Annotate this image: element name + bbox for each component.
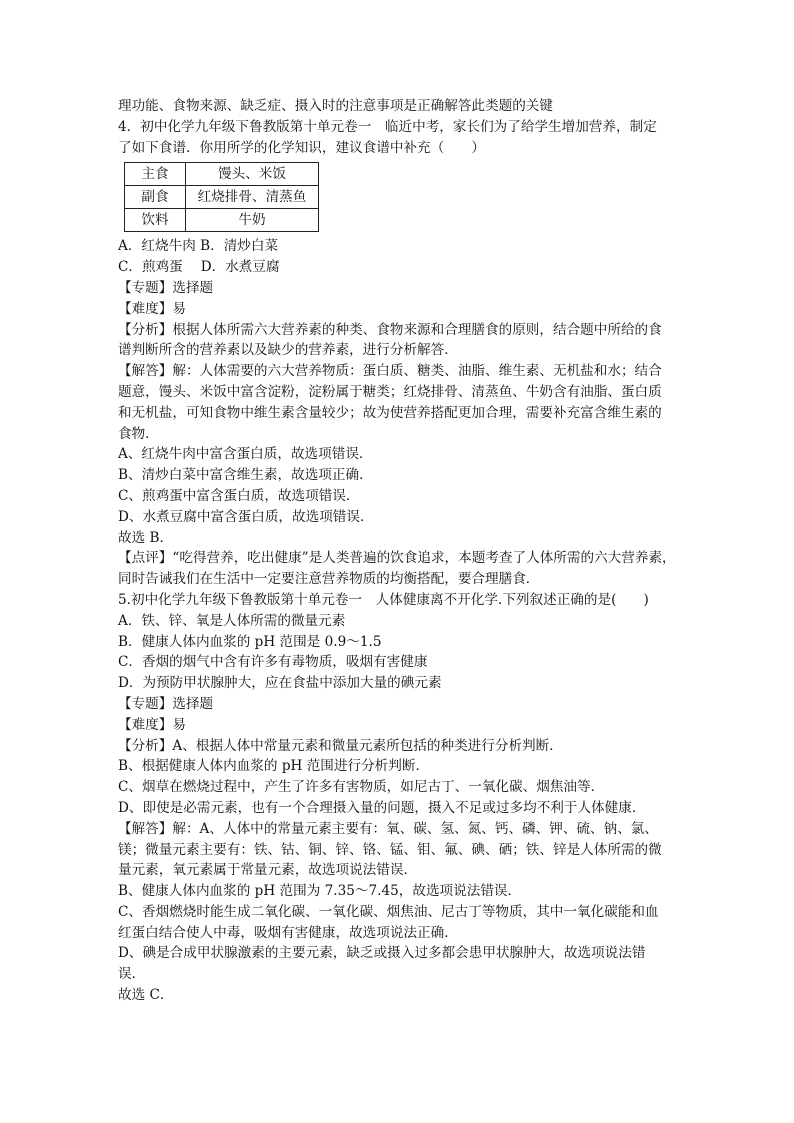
q5-answer-line-1: 【解答】解：A、人体中的常量元素主要有：氧、碳、氢、氮、钙、磷、钾、硫、钠、氯、	[118, 820, 658, 837]
q5-answer-c-line-2: 红蛋白结合使人中毒，吸烟有害健康，故选项说法正确．	[118, 924, 458, 941]
q5-difficulty: 【难度】易	[118, 716, 186, 733]
q4-analysis-line-1: 【分析】根据人体所需六大营养素的种类、食物来源和合理膳食的原则，结合题中所给的食	[118, 321, 662, 338]
q4-answer-line-2: 题意，馒头、米饭中富含淀粉，淀粉属于糖类；红烧排骨、清蒸鱼、牛奶含有油脂、蛋白质	[118, 383, 662, 400]
table-row	[125, 163, 319, 186]
q4-comment-line-2: 同时告诫我们在生活中一定要注意营养物质的均衡搭配，要合理膳食．	[118, 571, 540, 588]
q5-answer-line-3: 量元素，氧元素属于常量元素，故选项说法错误．	[118, 862, 418, 879]
q5-option-d: D．为预防甲状腺肿大，应在食盐中添加大量的碘元素	[118, 675, 442, 692]
q5-topic: 【专题】选择题	[118, 695, 214, 712]
q5-analysis-line-2: B、根据健康人体内血浆的 pH 范围进行分析判断．	[118, 758, 430, 775]
q4-choice: 故选 B．	[118, 529, 174, 546]
intro-line: 理功能、食物来源、缺乏症、摄入时的注意事项是正确解答此类题的关键	[118, 98, 553, 114]
q5-analysis-line-1: 【分析】A、根据人体中常量元素和微量元素所包括的种类进行分析判断．	[118, 737, 563, 754]
q4-explain-b: B、清炒白菜中富含维生素，故选项正确．	[118, 467, 373, 484]
q4-answer-line-4: 食物．	[118, 425, 159, 442]
table-cell-value: 牛奶	[186, 209, 319, 232]
q4-comment-line-1: 【点评】“吃得营养，吃出健康”是人类普遍的饮食追求，本题考查了人体所需的六大营养素，	[118, 550, 676, 567]
q4-explain-d: D、水煮豆腐中富含蛋白质，故选项错误．	[118, 508, 374, 525]
q4-topic: 【专题】选择题	[118, 279, 214, 296]
table-row	[125, 209, 319, 232]
q4-stem-line-1: 4．初中化学九年级下鲁教版第十单元卷一 临近中考，家长们为了给学生增加营养，制定	[118, 118, 657, 135]
q4-answer-line-1: 【解答】解：人体需要的六大营养物质：蛋白质、糖类、油脂、维生素、无机盐和水；结合	[118, 363, 662, 380]
q5-analysis-line-4: D、即使是必需元素，也有一个合理摄入量的问题，摄入不足或过多均不利于人体健康．	[118, 799, 646, 816]
table-cell-value: 红烧排骨、清蒸鱼	[186, 186, 319, 209]
q4-answer-line-3: 和无机盐，可知食物中维生素含量较少；故为使营养搭配更加合理，需要补充富含维生素的	[118, 404, 662, 421]
q4-options-line-2: C．煎鸡蛋 D．水煮豆腐	[118, 259, 280, 276]
q5-answer-c-line-1: C、香烟燃烧时能生成二氧化碳、一氧化碳、烟焦油、尼古丁等物质，其中一氧化碳能和血	[118, 903, 659, 920]
q5-option-a: A．铁、锌、氧是人体所需的微量元素	[118, 612, 346, 629]
table-cell-key: 主食	[125, 163, 186, 186]
q5-answer-d-line-1: D、碘是合成甲状腺激素的主要元素，缺乏或摄入过多都会患甲状腺肿大，故选项说法错	[118, 945, 646, 962]
q4-explain-c: C、煎鸡蛋中富含蛋白质，故选项错误．	[118, 487, 360, 504]
table-row	[125, 186, 319, 209]
question-4	[118, 117, 678, 590]
table-cell-key: 饮料	[125, 209, 186, 232]
q5-choice: 故选 C．	[118, 987, 174, 1004]
table-cell-key: 副食	[125, 186, 186, 209]
q5-stem: 5.初中化学九年级下鲁教版第十单元卷一 人体健康离不开化学.下列叙述正确的是( )	[118, 591, 649, 608]
q4-stem-line-2: 了如下食谱．你用所学的化学知识，建议食谱中补充（ ）	[118, 139, 486, 156]
q4-analysis-line-2: 谱判断所含的营养素以及缺少的营养素，进行分析解答．	[118, 342, 458, 359]
document-body	[118, 96, 678, 1006]
question-5	[118, 590, 678, 1006]
q5-option-b: B．健康人体内血浆的 pH 范围是 0.9～1.5	[118, 633, 382, 650]
q5-answer-line-2: 镁；微量元素主要有：铁、钴、铜、锌、铬、锰、钼、氟、碘、硒；铁、锌是人体所需的微	[118, 841, 662, 858]
q4-difficulty: 【难度】易	[118, 300, 186, 317]
table-cell-value: 馒头、米饭	[186, 163, 319, 186]
q4-options-line-1: A．红烧牛肉 B．清炒白菜	[118, 238, 279, 255]
menu-table	[124, 162, 319, 232]
q5-answer-b: B、健康人体内血浆的 pH 范围为 7.35～7.45，故选项说法错误．	[118, 883, 522, 900]
q5-option-c: C．香烟的烟气中含有许多有毒物质，吸烟有害健康	[118, 654, 428, 671]
q4-explain-a: A、红烧牛肉中富含蛋白质，故选项错误．	[118, 446, 373, 463]
q5-analysis-line-3: C、烟草在燃烧过程中，产生了许多有害物质，如尼古丁、一氧化碳、烟焦油等．	[118, 779, 605, 796]
q5-answer-d-line-2: 误．	[118, 966, 146, 983]
